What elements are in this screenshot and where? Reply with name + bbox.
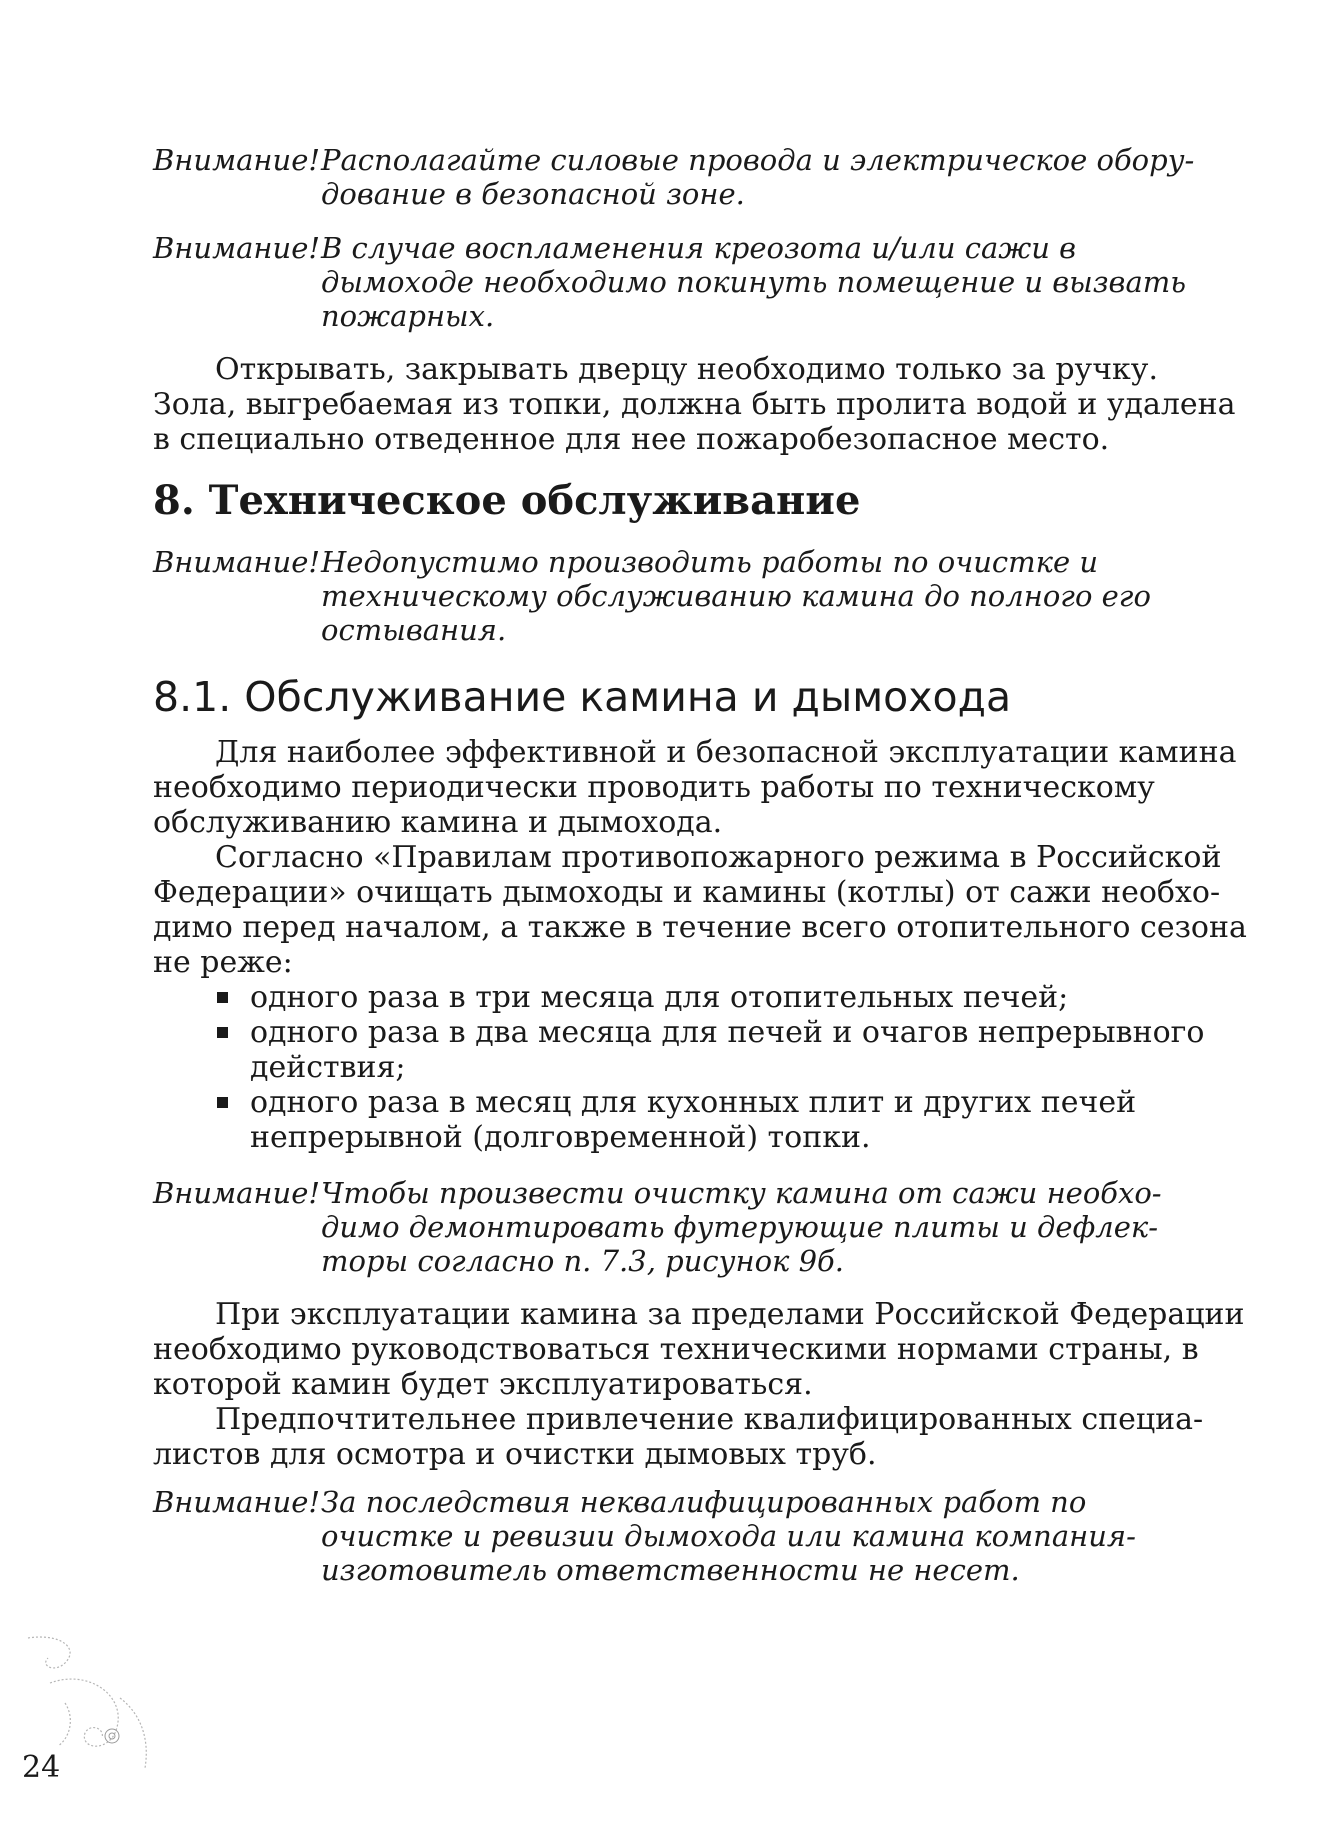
paragraph-maintenance-intro	[153, 735, 1247, 980]
warning-line: За последствия неквалифицированных работ по	[321, 1485, 1087, 1519]
paragraph-line: обслуживанию камина и дымохода.	[153, 805, 723, 840]
warning-line: очистке и ревизии дымохода или камина компания-	[321, 1519, 1136, 1553]
warning-line: изготовитель ответственности не несет.	[321, 1553, 1020, 1587]
warning-line: дование в безопасной зоне.	[321, 177, 745, 211]
cleaning-frequency-list	[215, 980, 1204, 1155]
paragraph-abroad	[153, 1297, 1245, 1472]
warning-line: Располагайте силовые провода и электрическое обору-	[321, 143, 1195, 177]
bullet-square-icon	[217, 992, 228, 1003]
warning-label: Внимание!	[153, 143, 321, 177]
subsection-heading-fireplace-chimney: 8.1. Обслуживание камина и дымохода	[153, 673, 1012, 721]
warning-line: пожарных.	[321, 299, 495, 333]
warning-line: димо демонтировать футерующие плиты и дефлек-	[321, 1210, 1159, 1244]
paragraph-line: Для наиболее эффективной и безопасной эксплуатации камина	[215, 735, 1237, 770]
paragraph-line: листов для осмотра и очистки дымовых труб.	[153, 1437, 877, 1472]
page-number: 24	[22, 1750, 61, 1785]
list-item	[215, 1015, 1204, 1085]
bullet-square-icon	[217, 1027, 228, 1038]
warning-line: Чтобы произвести очистку камина от сажи необхо-	[321, 1176, 1162, 1210]
paragraph-line: Предпочтительнее привлечение квалифицированных специа-	[215, 1402, 1204, 1437]
warning-label: Внимание!	[153, 1485, 321, 1519]
warning-label: Внимание!	[153, 1176, 321, 1210]
warning-line: В случае воспламенения креозота и/или сажи в	[321, 231, 1076, 265]
warning-soot-cleaning	[153, 1176, 1193, 1278]
paragraph-line: необходимо периодически проводить работы по техническому	[153, 770, 1155, 805]
warning-power-wiring	[153, 143, 1193, 211]
warning-line: техническому обслуживанию камина до полного его	[321, 579, 1151, 613]
paragraph-line: димо перед началом, а также в течение всего отопительного сезона	[153, 910, 1247, 945]
list-item-line: одного раза в месяц для кухонных плит и других печей	[250, 1085, 1137, 1120]
list-item-line: действия;	[250, 1050, 406, 1085]
paragraph-line: в специально отведенное для нее пожаробезопасное место.	[153, 422, 1110, 457]
paragraph-line: Открывать, закрывать дверцу необходимо только за ручку.	[215, 352, 1158, 387]
list-item	[215, 980, 1204, 1015]
list-item	[215, 1085, 1204, 1155]
warning-line: остывания.	[321, 613, 507, 647]
warning-line: Недопустимо производить работы по очистке и	[321, 545, 1099, 579]
list-item-line: одного раза в три месяца для отопительных печей;	[250, 980, 1069, 1015]
warning-label: Внимание!	[153, 545, 321, 579]
warning-line: дымоходе необходимо покинуть помещение и вызвать	[321, 265, 1187, 299]
paragraph-line: не реже:	[153, 945, 293, 980]
paragraph-line: которой камин будет эксплуатироваться.	[153, 1367, 813, 1402]
warning-line: торы согласно п. 7.3, рисунок 9б.	[321, 1244, 844, 1278]
list-item-line: непрерывной (долговременной) топки.	[250, 1120, 871, 1155]
paragraph-line: Согласно «Правилам противопожарного режима в Российской	[215, 840, 1222, 875]
warning-cooling	[153, 545, 1193, 647]
paragraph-line: необходимо руководствоваться техническими нормами страны, в	[153, 1332, 1199, 1367]
warning-label: Внимание!	[153, 231, 321, 265]
paragraph-door-ash	[153, 352, 1236, 457]
paragraph-line: Федерации» очищать дымоходы и камины (котлы) от сажи необхо-	[153, 875, 1221, 910]
warning-liability	[153, 1485, 1193, 1587]
paragraph-line: При эксплуатации камина за пределами Российской Федерации	[215, 1297, 1245, 1332]
section-heading-maintenance: 8. Техническое обслуживание	[153, 477, 861, 524]
bullet-square-icon	[217, 1097, 228, 1108]
warning-creosote-fire	[153, 231, 1193, 333]
paragraph-line: Зола, выгребаемая из топки, должна быть пролита водой и удалена	[153, 387, 1236, 422]
list-item-line: одного раза в два месяца для печей и очагов непрерывного	[250, 1015, 1205, 1050]
